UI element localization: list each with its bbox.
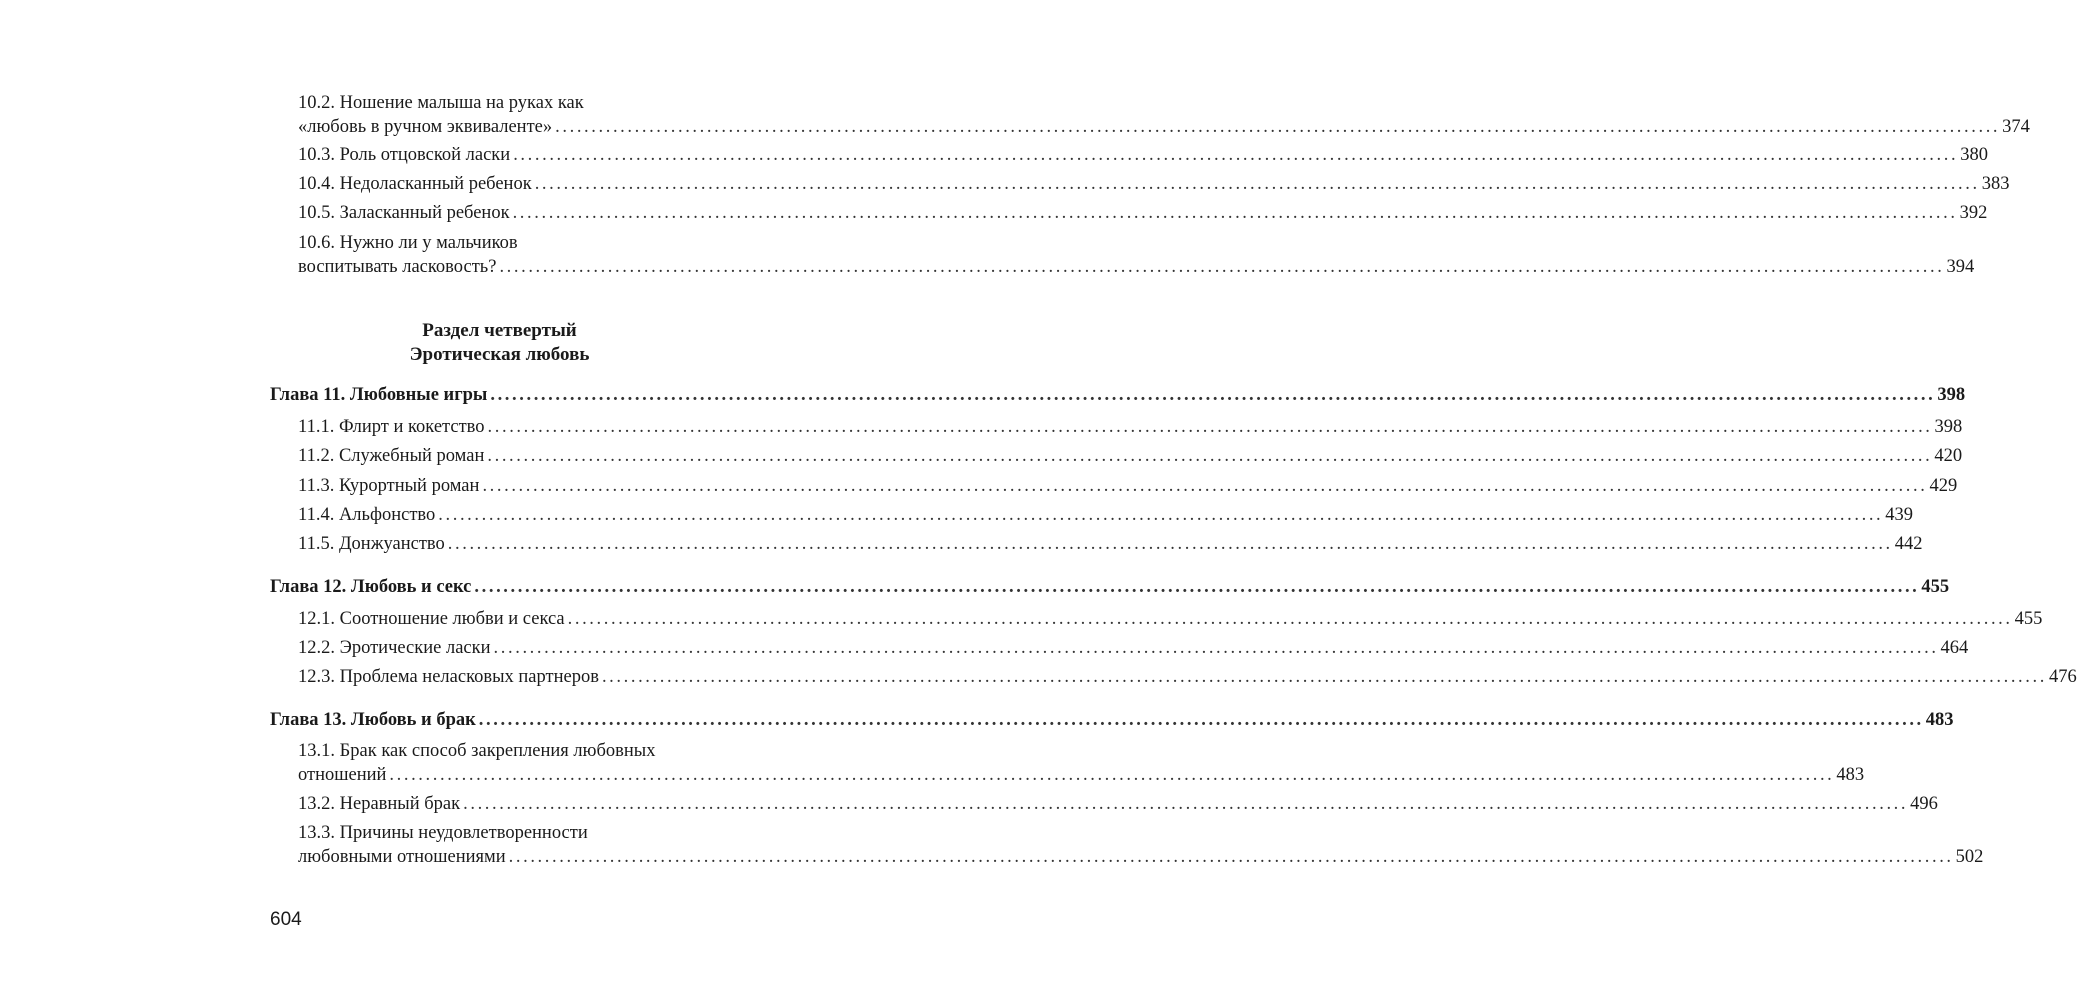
leader-dots: ........................................................................................................................................................................................................: [438, 505, 1884, 525]
toc-entry-page: 398: [1934, 417, 1963, 437]
toc-entry-title: 10.5. Заласканный ребенок: [298, 203, 510, 223]
leader-dots: ........................................................................................................................................................................................................: [555, 117, 2001, 137]
toc-entry: [298, 665, 2077, 689]
toc-entry-title: 13.2. Неравный брак: [298, 794, 461, 814]
toc-entry: [298, 503, 1914, 527]
section-heading: Раздел четвертый: [422, 320, 577, 341]
toc-entry: [298, 739, 1865, 787]
toc-entry-page: 442: [1894, 534, 1923, 554]
toc-entry-page: 502: [1955, 847, 1984, 867]
toc-entry-page: 496: [1910, 794, 1938, 814]
toc-chapter-title: Глава 12. Любовь и секс: [270, 577, 472, 597]
leader-dots: ........................................................................................................................................................................................................: [478, 710, 1924, 730]
leader-dots: ........................................................................................................................................................................................................: [512, 203, 1958, 223]
toc-chapter-title: Глава 11. Любовные игры: [270, 385, 488, 405]
toc-entry-page: 455: [2014, 609, 2043, 629]
toc-entry-page: 394: [1946, 257, 1975, 277]
toc-entry-page: 439: [1885, 505, 1914, 525]
toc-entry-title: 10.2. Ношение малыша на руках как: [298, 93, 584, 113]
toc-entry-page: 420: [1934, 446, 1963, 466]
leader-dots: ........................................................................................................................................................................................................: [534, 174, 1980, 194]
leader-dots: ........................................................................................................................................................................................................: [601, 667, 2047, 687]
leader-dots: ........................................................................................................................................................................................................: [389, 765, 1835, 785]
leader-dots: ........................................................................................................................................................................................................: [487, 446, 1933, 466]
leader-dots: ........................................................................................................................................................................................................: [567, 609, 2013, 629]
toc-entry-title: 10.6. Нужно ли у мальчиков: [298, 233, 518, 253]
toc-entry-page: 374: [2002, 117, 2030, 137]
toc-entry-title: 12.2. Эротические ласки: [298, 638, 491, 658]
toc-chapter-page: 483: [1925, 710, 1954, 730]
leader-dots: ........................................................................................................................................................................................................: [499, 257, 1945, 277]
toc-entry: [298, 201, 1988, 225]
toc-entry: [298, 415, 1963, 439]
toc-entry: [298, 172, 2010, 196]
toc-entry: [298, 792, 1938, 816]
leader-dots: ........................................................................................................................................................................................................: [508, 847, 1954, 867]
leader-dots: ........................................................................................................................................................................................................: [487, 417, 1933, 437]
toc-entry-title: 11.5. Донжуанство: [298, 534, 445, 554]
toc-entry-page: 483: [1836, 765, 1865, 785]
toc-chapter-title: Глава 13. Любовь и брак: [270, 710, 476, 730]
page-number: 604: [270, 909, 302, 930]
toc-entry-page: 476: [2048, 667, 2077, 687]
toc-entry-title: 13.1. Брак как способ закрепления любовных: [298, 741, 656, 761]
toc-entry-title: 12.3. Проблема неласковых партнеров: [298, 667, 599, 687]
leader-dots: ........................................................................................................................................................................................................: [493, 638, 1939, 658]
leader-dots: ........................................................................................................................................................................................................: [490, 385, 1936, 405]
toc-entry-page: 383: [1981, 174, 2010, 194]
toc-entry: [298, 607, 2043, 631]
toc-entry: [298, 143, 1988, 167]
section-title: Эротическая любовь: [409, 344, 590, 365]
toc-entry-title: «любовь в ручном эквиваленте»: [298, 117, 553, 137]
toc-entry-page: 429: [1929, 476, 1958, 496]
toc-entry-title: отношений: [298, 765, 387, 785]
toc-chapter-page: 398: [1937, 385, 1966, 405]
toc-chapter: [270, 575, 1950, 599]
leader-dots: ........................................................................................................................................................................................................: [513, 145, 1959, 165]
toc-entry-title: 11.3. Курортный роман: [298, 476, 480, 496]
toc-entry-title: 11.4. Альфонство: [298, 505, 436, 525]
leader-dots: ........................................................................................................................................................................................................: [474, 577, 1920, 597]
toc-entry-page: 380: [1960, 145, 1988, 165]
leader-dots: ........................................................................................................................................................................................................: [463, 794, 1909, 814]
leader-dots: ........................................................................................................................................................................................................: [482, 476, 1928, 496]
toc-entry-page: 392: [1959, 203, 1988, 223]
toc-entry: [298, 474, 1958, 498]
toc-entry: [298, 444, 1963, 468]
toc-entry: [298, 231, 1975, 279]
toc-entry-title: 12.1. Соотношение любви и секса: [298, 609, 565, 629]
toc-entry-title: 13.3. Причины неудовлетворенности: [298, 823, 588, 843]
toc-entry-title: воспитывать ласковость?: [298, 257, 497, 277]
toc-entry-title: 10.4. Недоласканный ребенок: [298, 174, 532, 194]
toc-entry: [298, 532, 1923, 556]
toc-chapter: [270, 708, 1954, 732]
toc-entry-page: 464: [1940, 638, 1969, 658]
toc-entry: [298, 821, 1984, 869]
toc-entry: [298, 636, 1969, 660]
leader-dots: ........................................................................................................................................................................................................: [447, 534, 1893, 554]
toc-entry-title: любовными отношениями: [298, 847, 506, 867]
toc-chapter: [270, 383, 1966, 407]
toc-entry-title: 11.1. Флирт и кокетство: [298, 417, 485, 437]
toc-entry: [298, 91, 2030, 139]
toc-entry-title: 10.3. Роль отцовской ласки: [298, 145, 511, 165]
toc-chapter-page: 455: [1921, 577, 1950, 597]
toc-entry-title: 11.2. Служебный роман: [298, 446, 485, 466]
